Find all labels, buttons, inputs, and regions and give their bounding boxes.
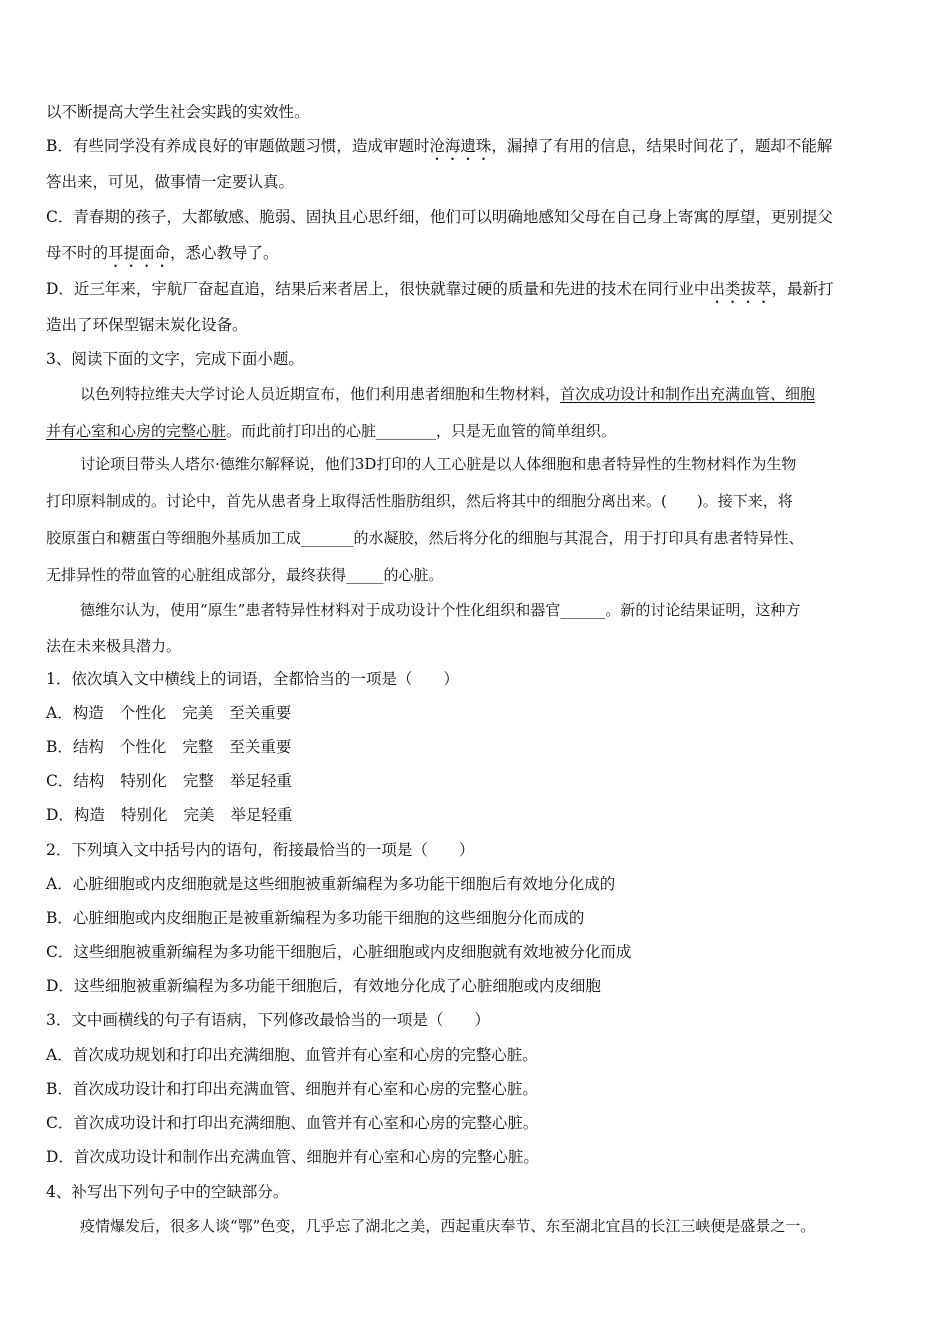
- option-b-line: [46, 136, 832, 164]
- option-word: 完整: [182, 738, 214, 756]
- sub3-option-b: B．首次成功设计和打印出充满血管、细胞并有心室和心房的完整心脏。: [46, 1080, 538, 1098]
- passage-line: 打印原料制成的。讨论中，首先从患者身上取得活性脂肪组织，然后将其中的细胞分离出来。( )。接下来，将: [46, 492, 793, 510]
- sub1-option-b: [46, 737, 291, 757]
- option-b-text-rest: ，漏掉了有用的信息，结果时间花了，题却不能解: [491, 137, 833, 155]
- option-d-text-rest: ，最新打: [771, 280, 834, 298]
- option-word: 至关重要: [229, 704, 292, 722]
- sub3-option-d: D．首次成功设计和制作出充满血管、细胞并有心室和心房的完整心脏。: [46, 1148, 539, 1166]
- option-word: 举足轻重: [230, 806, 293, 824]
- passage-line: 德维尔认为，使用“原生”患者特异性材料对于成功设计个性化组织和器官______。新的讨论结果证明，这种方: [80, 601, 801, 619]
- sub2-option-d: D．这些细胞被重新编程为多功能干细胞后，有效地分化成了心脏细胞或内皮细胞: [46, 977, 601, 995]
- passage-line: 疫情爆发后，很多人谈“鄂”色变，几乎忘了湖北之美，西起重庆奉节、东至湖北宜昌的长江三峡便是盛景之一。: [80, 1217, 816, 1235]
- option-c-text: 母不时的: [46, 244, 109, 262]
- sub1-option-d: [46, 805, 292, 825]
- text-line: 以不断提高大学生社会实践的实效性。: [46, 103, 310, 121]
- sub3-option-c: C．首次成功设计和打印出充满细胞、血管并有心室和心房的完整心脏。: [46, 1114, 539, 1132]
- option-c-line: C．青春期的孩子，大都敏感、脆弱、固执且心思纤细，他们可以明确地感知父母在自己身上寄寓的厚望，更别提父: [46, 208, 833, 226]
- option-word: 特别化: [120, 806, 168, 824]
- underlined-sentence: 首次成功设计和制作出充满血管、细胞: [560, 385, 816, 403]
- passage-line: 法在未来极具潜力。: [46, 637, 182, 655]
- option-word: D．构造: [46, 806, 105, 824]
- sub2-option-a: A．心脏细胞或内皮细胞就是这些细胞被重新编程为多功能干细胞后有效地分化成的: [46, 875, 616, 893]
- passage-line: [80, 384, 815, 404]
- option-word: 举足轻重: [229, 772, 292, 790]
- text-line: 造出了环保型锯末炭化设备。: [46, 316, 248, 334]
- text-line: 答出来，可见，做事情一定要认真。: [46, 173, 295, 191]
- option-c-text-rest: ，悉心教导了。: [170, 244, 279, 262]
- passage-text: 。而此前打印出的心脏________，只是无血管的简单组织。: [226, 422, 617, 440]
- option-word: 至关重要: [229, 738, 292, 756]
- option-d-text: D．近三年来，宇航厂奋起直追，结果后来者居上，很快就靠过硬的质量和先进的技术在同行业中: [46, 280, 710, 298]
- option-word: 完美: [183, 806, 215, 824]
- option-word: A．构造: [46, 704, 104, 722]
- option-word: 特别化: [120, 772, 167, 790]
- passage-text: 以色列特拉维夫大学讨论人员近期宣布，他们利用患者细胞和生物材料，: [80, 385, 561, 403]
- sub1-option-c: [46, 771, 292, 791]
- underlined-sentence-end: 并有心室和心房的完整心脏: [46, 422, 227, 440]
- emphasized-idiom: 沧海遗珠: [429, 137, 492, 155]
- option-word: 完美: [182, 704, 214, 722]
- option-word: 完整: [182, 772, 214, 790]
- option-d-line: [46, 279, 833, 307]
- sub2-option-b: B．心脏细胞或内皮细胞正是被重新编程为多功能干细胞的这些细胞分化而成的: [46, 909, 585, 927]
- passage-line: [46, 421, 616, 441]
- sub-question-2-stem: 2．下列填入文中括号内的语句，衔接最恰当的一项是（ ）: [46, 841, 475, 859]
- option-word: C．结构: [46, 772, 105, 790]
- question-3-heading: 3、阅读下面的文字，完成下面小题。: [46, 350, 304, 368]
- passage-line: 无排异性的带血管的心脏组成部分，最终获得_____的心脏。: [46, 566, 444, 584]
- sub-question-3-stem: 3．文中画横线的句子有语病，下列修改最恰当的一项是（ ）: [46, 1011, 490, 1029]
- emphasized-idiom: 出类拔萃: [709, 280, 772, 298]
- sub-question-1-stem: 1．依次填入文中横线上的词语，全都恰当的一项是（ ）: [46, 670, 459, 688]
- option-b-text: B．有些同学没有养成良好的审题做题习惯，造成审题时: [46, 137, 430, 155]
- passage-line: 讨论项目带头人塔尔·德维尔解释说，他们3D打印的人工心脏是以人体细胞和患者特异性的生物材料作为生物: [80, 455, 797, 473]
- sub2-option-c: C．这些细胞被重新编程为多功能干细胞后，心脏细胞或内皮细胞就有效地被分化而成: [46, 943, 632, 961]
- sub3-option-a: A．首次成功规划和打印出充满细胞、血管并有心室和心房的完整心脏。: [46, 1046, 538, 1064]
- emphasized-idiom: 耳提面命: [108, 244, 171, 262]
- option-word: 个性化: [119, 704, 167, 722]
- passage-line: 胶原蛋白和糖蛋白等细胞外基质加工成_______的水凝胶，然后将分化的细胞与其混合，用于打印具有患者特异性、: [46, 529, 804, 547]
- sub1-option-a: [46, 703, 291, 723]
- question-4-heading: 4、补写出下列句子中的空缺部分。: [46, 1183, 289, 1201]
- option-word: B．结构: [46, 738, 104, 756]
- text-line: [46, 243, 279, 271]
- option-word: 个性化: [119, 738, 167, 756]
